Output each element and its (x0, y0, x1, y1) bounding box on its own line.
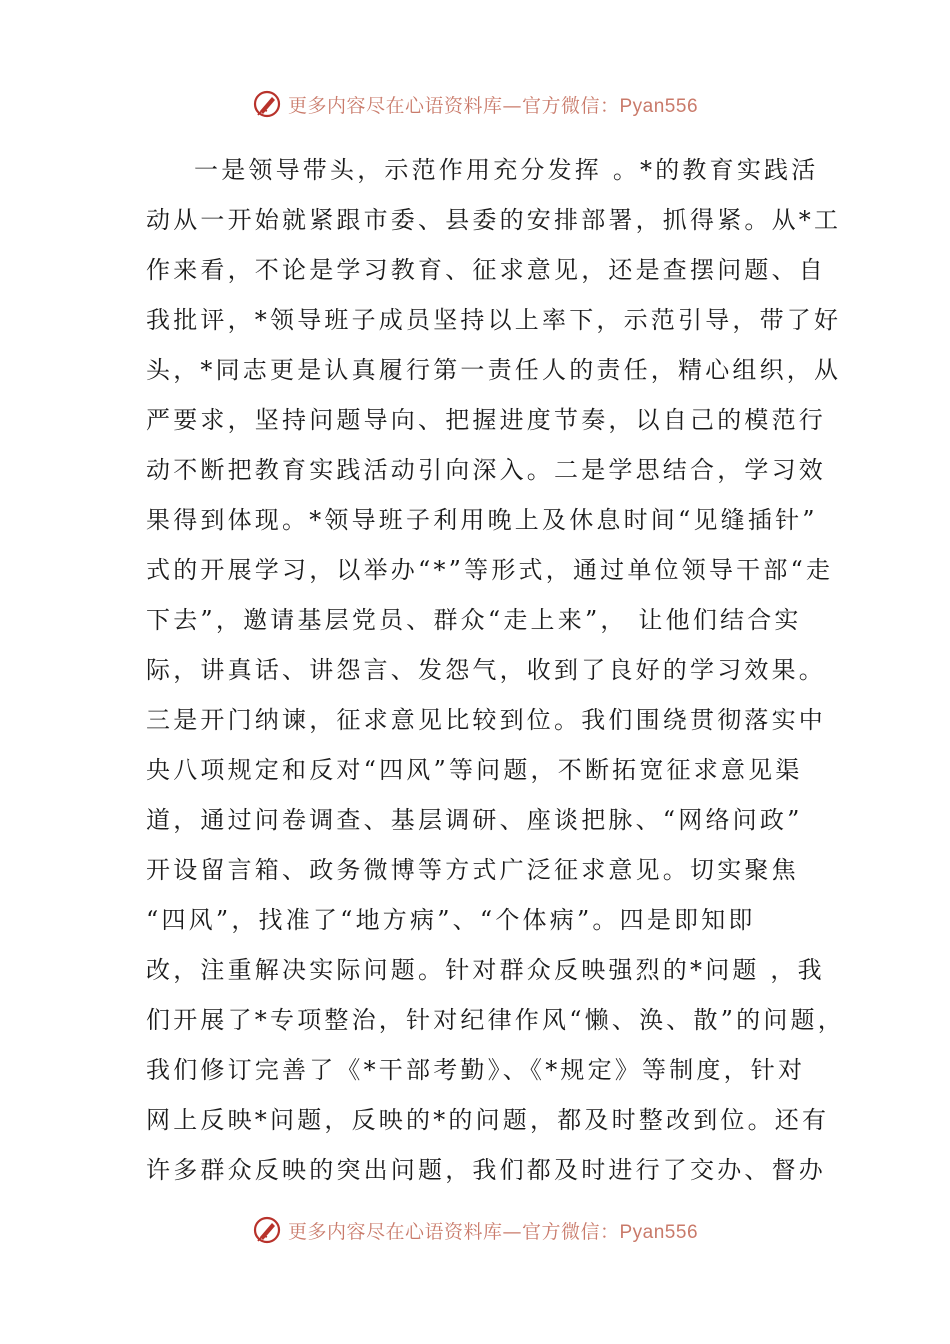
header-watermark-label: 更多内容尽在心语资料库—官方微信： (287, 94, 620, 117)
header-watermark-banner (0, 84, 950, 124)
header-wechat-id: Pyan556 (619, 95, 699, 117)
footer-watermark-banner (0, 1210, 950, 1250)
header-watermark-text (288, 91, 698, 118)
body-line: 作来看，不论是学习教育、征求意见，还是查摆问题、自 (146, 256, 826, 284)
body-line: 网上反映*问题，反映的*的问题，都及时整改到位。还有 (146, 1106, 830, 1134)
body-line: 动不断把教育实践活动引向深入。二是学思结合，学习效 (146, 456, 826, 484)
pen-writing-logo-icon (252, 89, 282, 119)
document-body (146, 145, 845, 1195)
body-line: 动从一开始就紧跟市委、县委的安排部署，抓得紧。从*工 (146, 206, 842, 234)
footer-watermark-text (288, 1217, 698, 1244)
body-line: 许多群众反映的突出问题，我们都及时进行了交办、督办 (146, 1156, 826, 1184)
body-line: 们开展了*专项整治，针对纪律作风“懒、涣、散”的问题， (146, 1006, 845, 1034)
body-line: 果得到体现。*领导班子利用晚上及休息时间“见缝插针” (146, 506, 818, 534)
pen-writing-logo-icon (252, 1215, 282, 1245)
body-line: 改，注重解决实际问题。针对群众反映强烈的*问题 ，我 (146, 956, 825, 984)
body-line: 下去”，邀请基层党员、群众“走上来”， 让他们结合实 (146, 606, 802, 634)
body-line: 我们修订完善了《*干部考勤》、《*规定》等制度，针对 (146, 1056, 806, 1084)
body-line: 际，讲真话、讲怨言、发怨气，收到了良好的学习效果。 (146, 656, 826, 684)
body-line: 三是开门纳谏，征求意见比较到位。我们围绕贯彻落实中 (146, 706, 826, 734)
footer-wechat-id: Pyan556 (619, 1221, 699, 1243)
body-line: 头，*同志更是认真履行第一责任人的责任，精心组织，从 (146, 356, 842, 384)
body-line: 式的开展学习，以举办“*”等形式，通过单位领导干部“走 (146, 556, 834, 584)
body-line: “四风”，找准了“地方病”、“个体病”。四是即知即 (146, 906, 756, 934)
body-line: 央八项规定和反对“四风”等问题，不断拓宽征求意见渠 (146, 756, 803, 784)
body-line: 严要求，坚持问题导向、把握进度节奏，以自己的模范行 (146, 406, 826, 434)
body-line: 道，通过问卷调查、基层调研、座谈把脉、“网络问政” (146, 806, 803, 834)
body-line: 一是领导带头，示范作用充分发挥 。*的教育实践活 (194, 156, 819, 184)
body-line: 开设留言箱、政务微博等方式广泛征求意见。切实聚焦 (146, 856, 799, 884)
footer-watermark-label: 更多内容尽在心语资料库—官方微信： (287, 1220, 620, 1243)
body-line: 我批评，*领导班子成员坚持以上率下，示范引导，带了好 (146, 306, 842, 334)
